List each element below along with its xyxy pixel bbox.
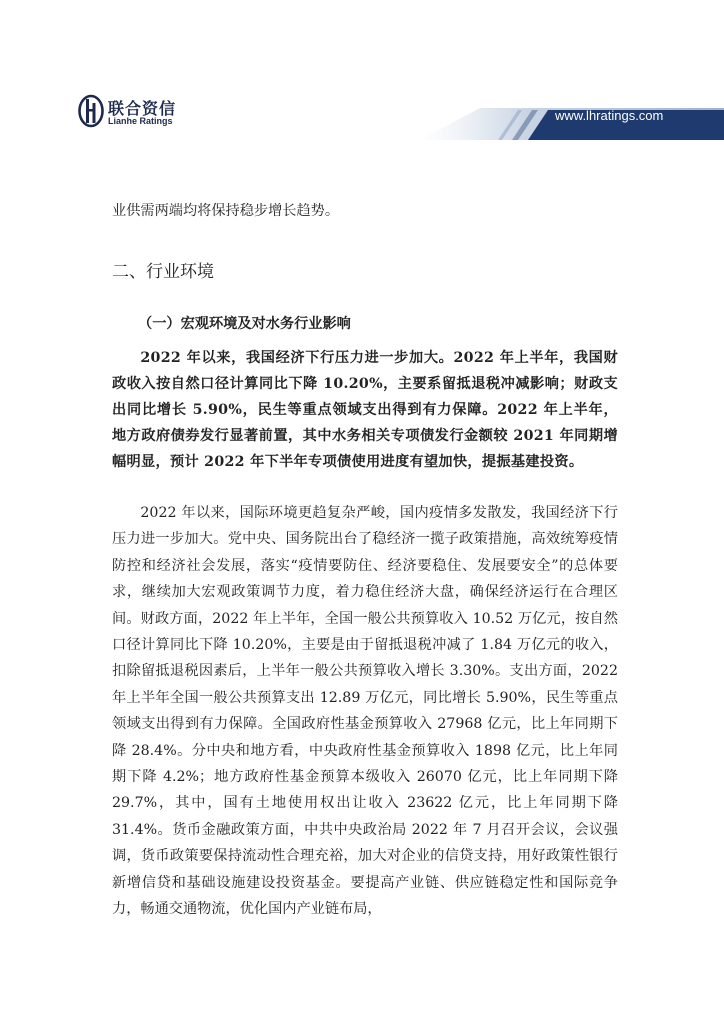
logo-chinese-name: 联合资信 [108,99,177,118]
subsection-heading: （一）宏观环境及对水务行业影响 [138,316,351,332]
page-header [0,86,724,146]
logo-english-name: Lianhe Ratings [108,116,173,126]
website-url: www.lhratings.com [555,108,664,123]
section-heading: 二、行业环境 [112,262,214,282]
lianhe-logo-icon [78,94,104,128]
continued-paragraph: 业供需两端均将保持稳步增长趋势。 [112,203,340,219]
summary-paragraph: 2022 年以来，我国经济下行压力进一步加大。2022 年上半年，我国财政收入按自然口径计算同比下降 10.20%，主要系留抵退税冲减影响；财政支出同比增长 5.90%，民生等重点领域支出得到有力保障。2022 年上半年，地方政府债券发行显著前置，其中水务相关专项债发行金额较 2021 年同期增幅明显，预计 2022 年下半年专项债使用进度有望加快，提振基建投资。 [112,350,618,470]
main-paragraph: 2022 年以来，国际环境更趋复杂严峻，国内疫情多发散发，我国经济下行压力进一步加大。党中央、国务院出台了稳经济一揽子政策措施，高效统筹疫情防控和经济社会发展，落实“疫情要防住、经济要稳住、发展要安全”的总体要求，继续加大宏观政策调节力度，着力稳住经济大盘，确保经济运行在合理区间。财政方面，2022 年上半年，全国一般公共预算收入 10.52 万亿元，按自然口径计算同比下降 10.20%，主要是由于留抵退税冲减了 1.84 万亿元的收入，扣除留抵退税因素后，上半年一般公共预算收入增长 3.30%。支出方面，2022 年上半年全国一般公共预算支出 12.89 万亿元，同比增长 5.90%，民生等重点领域支出得到有力保障。全国政府性基金预算收入 27968 亿元，比上年同期下降 28.4%。分中央和地方看，中央政府性基金预算收入 1898 亿元，比上年同期下降 4.2%；地方政府性基金预算本级收入 26070 亿元，比上年同期下降 29.7%，其中，国有土地使用权出让收入 23622 亿元，比上年同期下降 31.4%。货币金融政策方面，中共中央政治局 2022 年 7 月召开会议，会议强调，货币政策要保持流动性合理充裕，加大对企业的信贷支持，用好政策性银行新增信贷和基础设施建设投资基金。要提高产业链、供应链稳定性和国际竞争力，畅通交通物流，优化国内产业链布局， [112,505,618,918]
company-logo [78,94,218,138]
